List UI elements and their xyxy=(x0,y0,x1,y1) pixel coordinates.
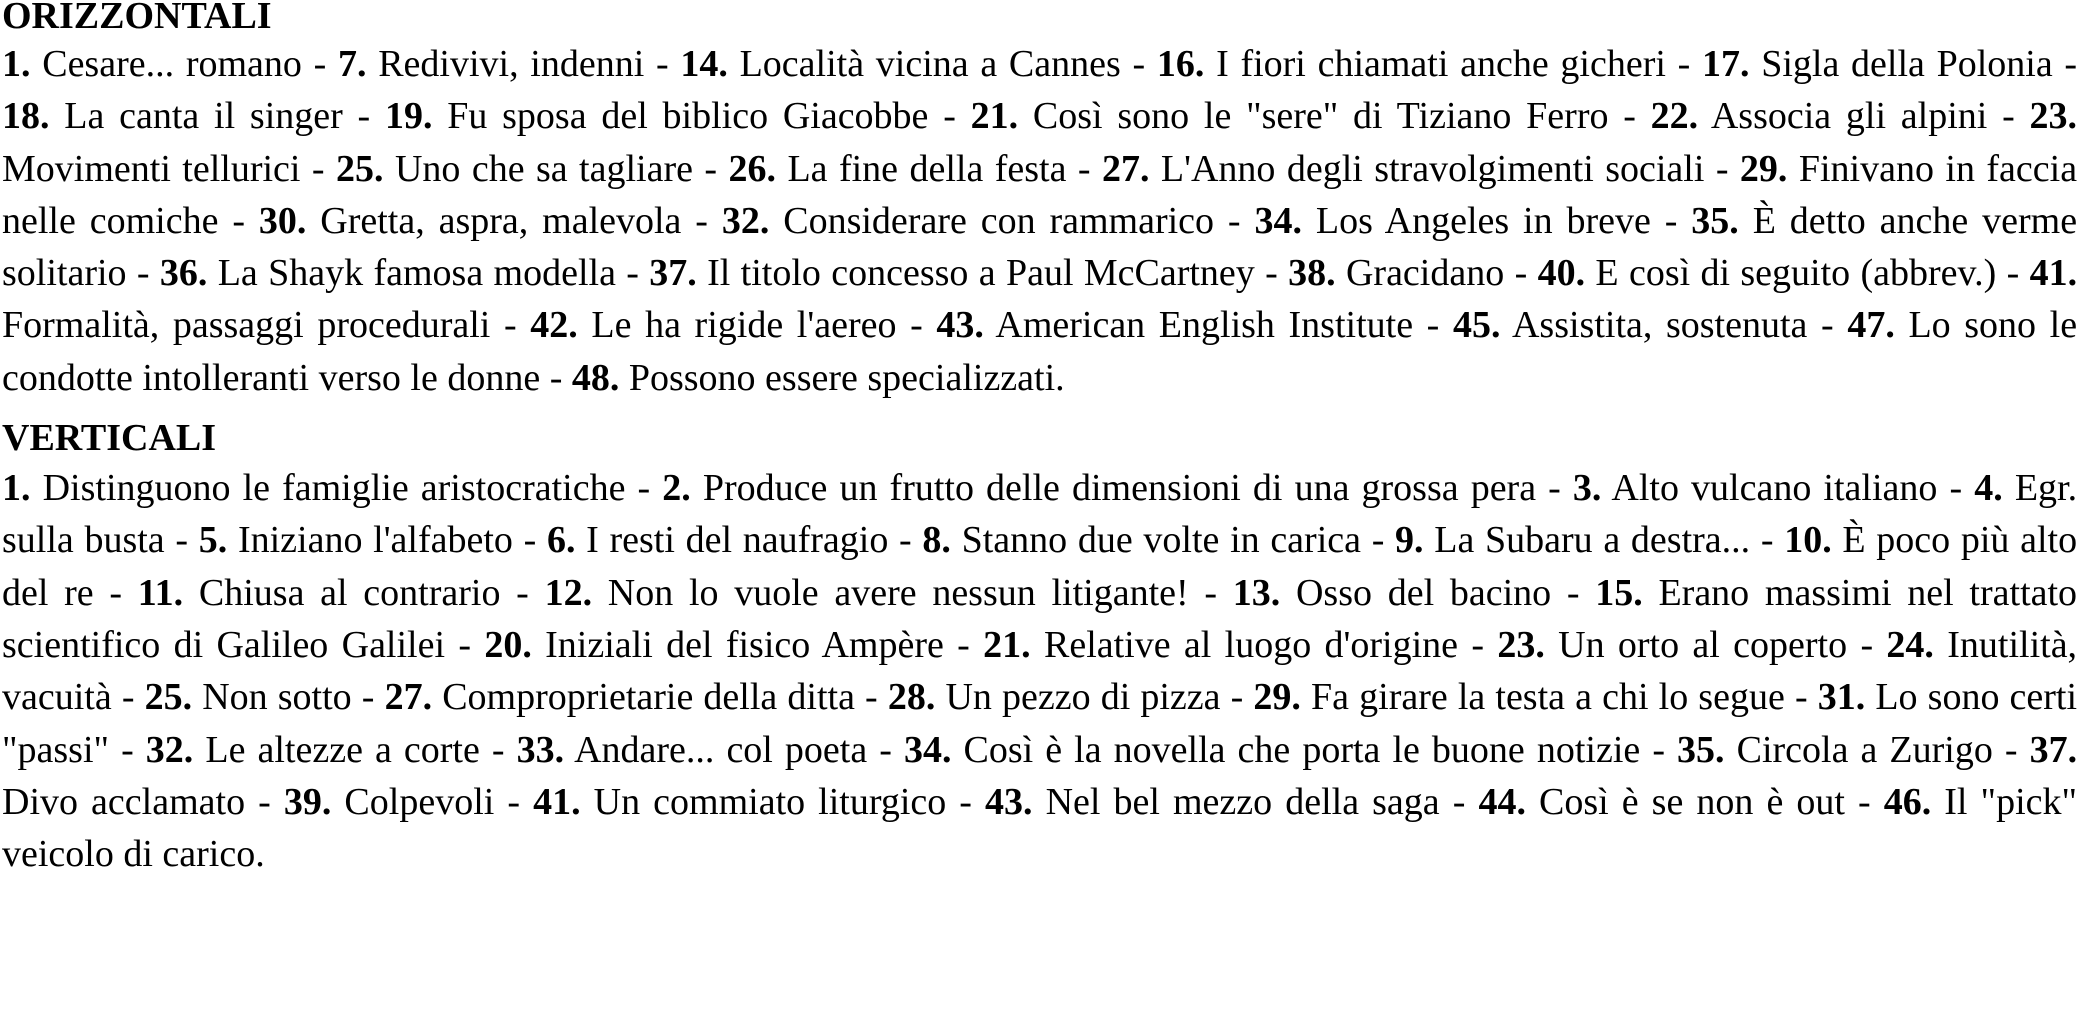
clue-text: Iniziali del fisico Ampère xyxy=(545,623,944,666)
clue-text: Un commiato liturgico xyxy=(593,780,947,823)
clue-item xyxy=(936,304,1413,346)
clue-item xyxy=(146,729,480,771)
clue-item xyxy=(2,467,625,509)
clue-item xyxy=(904,729,1640,771)
clue-number: 22. xyxy=(1650,95,1699,138)
verticali-clues: 1. Distinguono le famiglie aristocratiche - 2. Produce un frutto delle dimensioni di una grossa pera - 3. Alto vulcano italiano - 4. Egr. sulla busta - 5. Iniziano l'alfabeto - 6. I resti del naufragio - 8. Stanno due volte in carica - 9. La Subaru a destra... - 10. È poco più alto del re - 11. Chiusa al contrario - 12. Non lo vuole avere nessun litigante! - 13. Osso del bacino - 15. Erano massimi nel trattato scientifico di Galileo Galilei - 20. Iniziali del fisico Ampère - 21. Relative al luogo d'origine - 23. Un orto al coperto - 24. Inutilità, vacuità - 25. Non sotto - 27. Comproprietarie della ditta - 28. Un pezzo di pizza - 29. Fa girare la testa a chi lo segue - 31. Lo sono certi "passi" - 32. Le altezze a corte - 33. Andare... col poeta - 34. Così è la novella che porta le buone notizie - 35. Circola a Zurigo - 37. Divo acclamato - 39. Colpevoli - 41. Un commiato liturgico - 43. Nel bel mezzo della saga - 44. Così è se non è out - 46. Il "pick" veicolo di carico. xyxy=(2,467,2078,876)
clue-text: Così è la novella che porta le buone notizie xyxy=(963,728,1641,771)
clue-number: 11. xyxy=(137,571,184,614)
clue-item xyxy=(1573,467,1937,509)
clue-text: Uno che sa tagliare xyxy=(394,147,693,190)
clue-number: 6. xyxy=(546,519,576,562)
clue-item xyxy=(199,519,513,561)
clue-number: 23. xyxy=(1497,623,1545,666)
clue-number: 37. xyxy=(2029,728,2078,771)
clue-text: Un pezzo di pizza xyxy=(945,676,1221,719)
clue-number: 24. xyxy=(1886,623,1934,666)
clue-text: Chiusa al contrario xyxy=(198,571,501,614)
clue-text: Fu sposa del biblico Giacobbe xyxy=(447,95,929,138)
clue-item xyxy=(545,572,1189,614)
clue-text: Nel bel mezzo della saga xyxy=(1045,780,1440,823)
clue-item xyxy=(888,676,1221,718)
clue-number: 34. xyxy=(903,728,952,771)
clue-number: 15. xyxy=(1595,571,1643,614)
clue-item xyxy=(336,148,693,190)
clue-number: 31. xyxy=(1817,676,1866,719)
clue-number: 12. xyxy=(544,571,593,614)
clue-number: 5. xyxy=(198,519,228,562)
clue-text: Andare... col poeta xyxy=(574,728,868,771)
clue-number: 43. xyxy=(936,304,984,347)
clue-text: Un orto al coperto xyxy=(1558,623,1848,666)
clue-item xyxy=(662,467,1536,509)
clue-text: Osso del bacino xyxy=(1295,571,1552,614)
clue-number: 44. xyxy=(1478,780,1526,823)
clue-text: I fiori chiamati anche gicheri xyxy=(1216,43,1666,85)
clue-text: Associa gli alpini xyxy=(1710,95,1988,138)
clue-text: I resti del naufragio xyxy=(586,519,889,562)
clue-number: 9. xyxy=(1395,519,1424,562)
clue-text: Lo sono le condotte intolleranti verso le donne xyxy=(2,304,2078,399)
clue-text: E così di seguito (abbrev.) xyxy=(1595,252,1997,295)
clue-text: Inutilità, vacuità xyxy=(2,623,2078,719)
clue-text: Lo sono certi "passi" xyxy=(2,676,2078,771)
clue-text: Egr. sulla busta xyxy=(2,467,2078,562)
clue-number: 16. xyxy=(1156,43,1205,85)
clue-item xyxy=(484,624,944,666)
clue-number: 21. xyxy=(970,95,1019,138)
clue-number: 21. xyxy=(983,623,1031,666)
clue-item xyxy=(680,43,1120,85)
clue-item xyxy=(385,676,855,718)
clue-text: Gracidano xyxy=(1345,252,1505,295)
clue-text: Produce un frutto delle dimensioni di una grossa pera xyxy=(702,467,1537,510)
clue-text: Le altezze a corte xyxy=(205,728,480,771)
clue-text: Finivano in faccia nelle comiche xyxy=(2,147,2078,242)
clue-item xyxy=(517,729,868,771)
clue-number: 36. xyxy=(159,252,208,295)
clue-item xyxy=(547,519,888,561)
clue-item xyxy=(985,781,1440,823)
clue-number: 14. xyxy=(680,43,728,85)
clue-item xyxy=(983,624,1458,666)
clue-text: Non lo vuole avere nessun litigante! xyxy=(607,571,1189,614)
clue-item xyxy=(145,676,352,718)
clue-text: Los Angeles in breve xyxy=(1315,199,1651,242)
clue-number: 20. xyxy=(484,623,532,666)
clue-number: 43. xyxy=(985,780,1033,823)
clue-text: Considerare con rammarico xyxy=(783,199,1215,242)
clue-number: 35. xyxy=(1691,199,1739,242)
clue-text: Cesare... romano xyxy=(42,43,302,85)
clue-number: 41. xyxy=(533,780,581,823)
clue-text: Colpevoli xyxy=(344,780,495,823)
clue-number: 41. xyxy=(2029,252,2078,295)
clue-number: 13. xyxy=(1232,571,1281,614)
clue-text: Alto vulcano italiano xyxy=(1611,467,1938,510)
clue-text: Divo acclamato xyxy=(2,780,246,823)
clue-number: 40. xyxy=(1537,252,1586,295)
clue-text: Non sotto xyxy=(202,676,352,719)
clue-number: 39. xyxy=(283,780,332,823)
clue-number: 38. xyxy=(1288,252,1336,295)
orizzontali-clues: 1. Cesare... romano - 7. Redivivi, indenni - 14. Località vicina a Cannes - 16. I fiori chiamati anche gicheri - 17. Sigla della Polonia - 18. La canta il singer - 19. Fu sposa del biblico Giacobbe - 21. Così sono le "sere" di Tiziano Ferro - 22. Associa gli alpini - 23. Movimenti tellurici - 25. Uno che sa tagliare - 26. La fine della festa - 27. L'Anno degli stravolgimenti sociali - 29. Finivano in faccia nelle comiche - 30. Gretta, aspra, malevola - 32. Considerare con rammarico - 34. Los Angeles in breve - 35. È detto anche verme solitario - 36. La Shayk famosa modella - 37. Il titolo concesso a Paul McCartney - 38. Gracidano - 40. E così di seguito (abbrev.) - 41. Formalità, passaggi procedurali - 42. Le ha rigide l'aereo - 43. American English Institute - 45. Assistita, sostenuta - 47. Lo sono le condotte intolleranti verso le donne - 48. Possono essere specializzati. xyxy=(2,43,2078,399)
clue-item xyxy=(2,95,343,137)
clue-item xyxy=(138,572,501,614)
clue-text: Assistita, sostenuta xyxy=(1511,304,1808,347)
clue-text: Possono essere specializzati. xyxy=(628,356,1065,399)
clue-text: Così sono le "sere" di Tiziano Ferro xyxy=(1032,95,1609,138)
clue-item xyxy=(338,43,644,85)
clue-number: 19. xyxy=(384,95,433,138)
clue-number: 48. xyxy=(571,356,620,399)
clue-number: 37. xyxy=(649,252,697,295)
clue-item xyxy=(284,781,494,823)
clue-number: 8. xyxy=(922,519,951,562)
clue-number: 47. xyxy=(1847,304,1895,347)
orizzontali-heading: ORIZZONTALI xyxy=(2,0,272,37)
crossword-clues-page xyxy=(2,0,2077,880)
clue-item xyxy=(1254,200,1650,242)
clue-text: Distinguono le famiglie aristocratiche xyxy=(42,467,626,510)
clue-number: 26. xyxy=(728,147,777,190)
clue-item xyxy=(2,43,302,85)
clue-item xyxy=(1395,519,1750,561)
clue-item xyxy=(259,200,682,242)
clue-item xyxy=(1651,95,1988,137)
clue-item xyxy=(1453,304,1807,346)
clue-number: 34. xyxy=(1254,199,1302,242)
clue-text: La fine della festa xyxy=(787,147,1067,190)
clue-text: Fa girare la testa a chi lo segue xyxy=(1311,676,1785,719)
clue-text: Gretta, aspra, malevola xyxy=(320,199,682,242)
clue-text: Così è se non è out xyxy=(1539,780,1845,823)
clue-number: 27. xyxy=(1101,147,1150,190)
clue-number: 3. xyxy=(1572,467,1602,510)
clue-item xyxy=(1102,148,1704,190)
clue-text: È poco più alto del re xyxy=(2,519,2078,614)
clue-text: È detto anche verme solitario xyxy=(2,199,2078,295)
clue-item xyxy=(1702,43,2053,85)
clue-text: La Shayk famosa modella xyxy=(217,252,616,295)
clue-text: Le ha rigide l'aereo xyxy=(591,304,897,347)
clue-item xyxy=(729,148,1067,190)
clue-number: 35. xyxy=(1677,728,1725,771)
clue-number: 45. xyxy=(1452,304,1501,347)
clue-text: Stanno due volte in carica xyxy=(961,519,1361,562)
clue-text: Comproprietarie della ditta xyxy=(442,676,855,719)
clue-number: 17. xyxy=(1702,43,1750,85)
clue-number: 33. xyxy=(516,728,565,771)
clue-number: 2. xyxy=(662,467,691,510)
clue-number: 30. xyxy=(258,199,307,242)
clue-text: American English Institute xyxy=(995,304,1414,347)
clue-number: 25. xyxy=(144,676,193,719)
clue-text: Erano massimi nel trattato scientifico di Galileo Galilei xyxy=(2,571,2078,666)
clue-number: 23. xyxy=(2029,95,2078,138)
clue-text: Il "pick" veicolo di carico. xyxy=(2,780,2078,876)
clue-item xyxy=(572,357,1065,399)
clue-number: 1. xyxy=(2,467,31,510)
clue-text: La canta il singer xyxy=(64,95,343,138)
clue-item xyxy=(1478,781,1845,823)
clue-item xyxy=(722,200,1214,242)
clue-item xyxy=(385,95,928,137)
clue-text: Movimenti tellurici xyxy=(2,147,301,190)
clue-text: Iniziano l'alfabeto xyxy=(237,519,513,562)
clue-text: Circola a Zurigo xyxy=(1736,728,1993,771)
verticali-heading: VERTICALI xyxy=(2,417,217,460)
clue-item xyxy=(1538,252,1997,294)
clue-number: 29. xyxy=(1253,676,1301,719)
verticali-section xyxy=(2,416,2077,880)
clue-item xyxy=(922,519,1361,561)
clue-number: 7. xyxy=(337,43,367,85)
clue-number: 1. xyxy=(2,43,31,85)
clue-number: 32. xyxy=(145,728,194,771)
clue-number: 32. xyxy=(721,199,770,242)
clue-number: 4. xyxy=(1974,467,2003,510)
clue-number: 10. xyxy=(1784,519,1832,562)
clue-item xyxy=(1233,572,1551,614)
clue-item xyxy=(530,304,896,346)
clue-text: Relative al luogo d'origine xyxy=(1043,623,1459,666)
clue-item xyxy=(1497,624,1847,666)
clue-number: 42. xyxy=(530,304,578,347)
clue-text: Località vicina a Cannes xyxy=(739,43,1121,85)
clue-item xyxy=(649,252,1255,294)
clue-number: 27. xyxy=(384,676,433,719)
clue-text: Sigla della Polonia xyxy=(1761,43,2053,85)
clue-item xyxy=(1677,729,1993,771)
clue-number: 46. xyxy=(1883,780,1932,823)
clue-text: Formalità, passaggi procedurali xyxy=(2,304,491,347)
clue-text: Il titolo concesso a Paul McCartney xyxy=(707,252,1255,295)
clue-item xyxy=(1157,43,1666,85)
clue-number: 18. xyxy=(2,95,50,138)
clue-text: L'Anno degli stravolgimenti sociali xyxy=(1160,147,1705,190)
clue-item xyxy=(160,252,616,294)
clue-number: 28. xyxy=(887,676,936,719)
clue-item xyxy=(533,781,946,823)
clue-item xyxy=(971,95,1609,137)
orizzontali-section xyxy=(2,0,2077,404)
clue-number: 25. xyxy=(336,147,384,190)
clue-number: 29. xyxy=(1739,147,1788,190)
clue-item xyxy=(1253,676,1784,718)
clue-text: La Subaru a destra... xyxy=(1434,519,1751,562)
clue-text: Redivivi, indenni xyxy=(378,43,645,85)
clue-item xyxy=(1288,252,1504,294)
